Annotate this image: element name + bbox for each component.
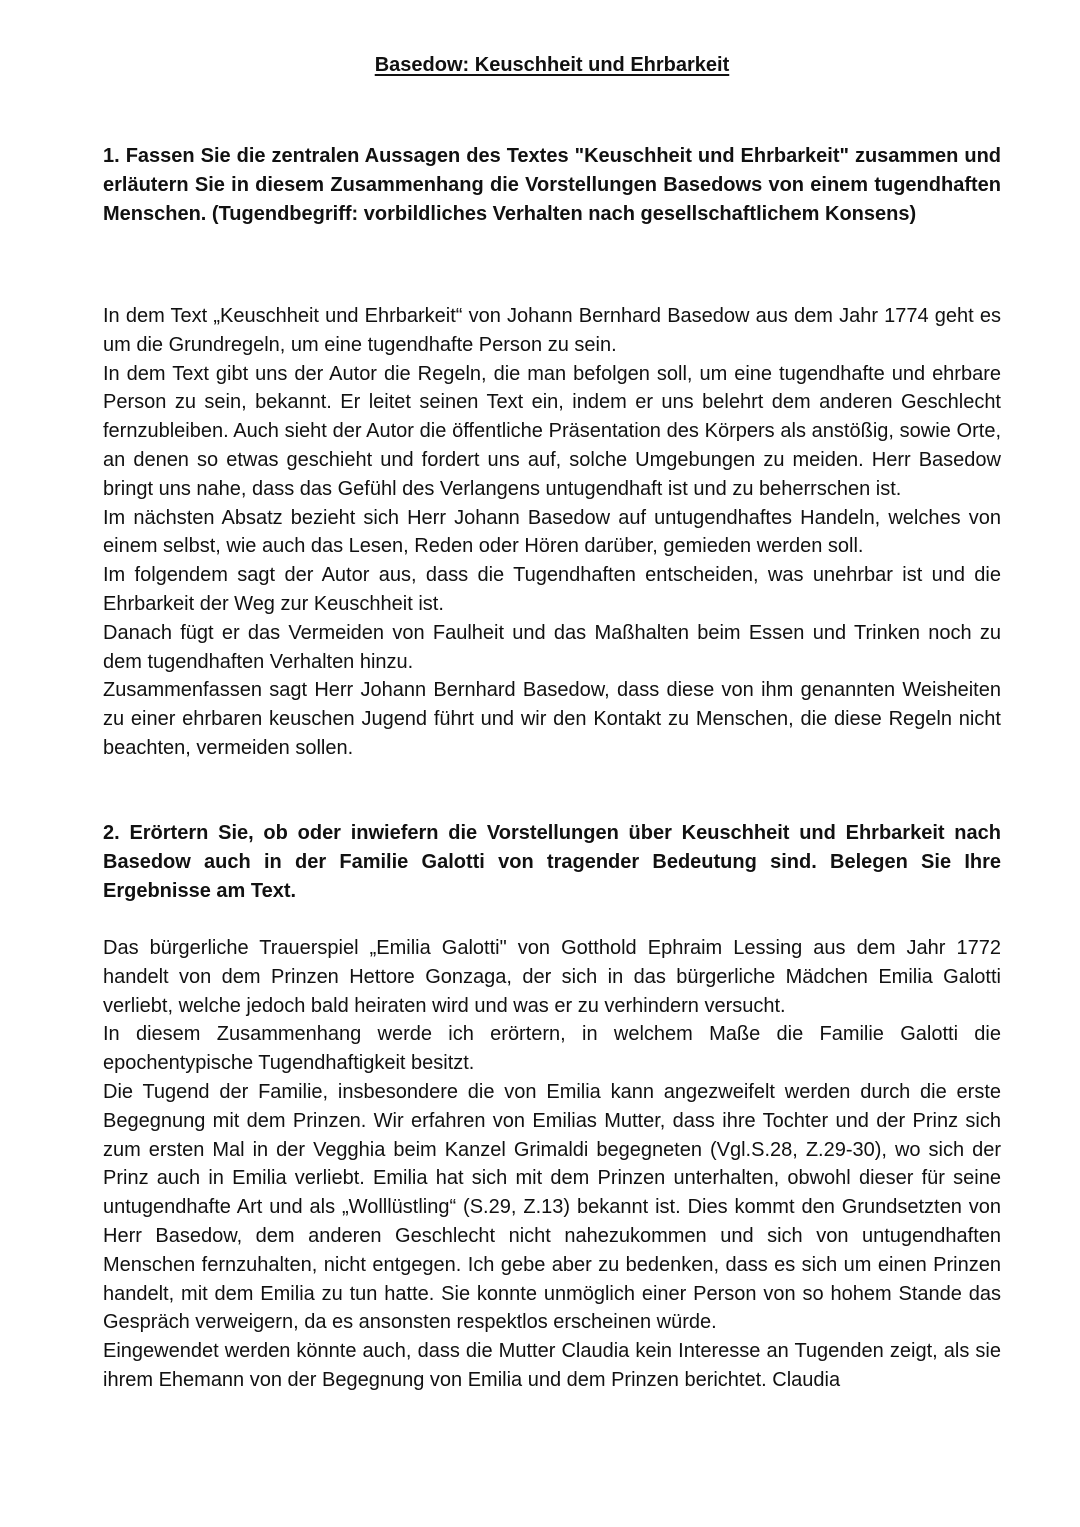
answer-1 (103, 302, 1001, 763)
answer-2-paragraph: Die Tugend der Familie, insbesondere die von Emilia kann angezweifelt werden durch die erste Begegnung mit dem Prinzen. Wir erfahren von Emilias Mutter, dass ihre Tochter und der Prinz sich zum ersten Mal in der Vegghia beim Kanzel Grimaldi begegneten (Vgl.S.28, Z.29-30), wo sich der Prinz auch in Emilia verliebt. Emilia hat sich mit dem Prinzen unterhalten, obwohl dieser für seine untugendhafte Art und als „Wolllüstling“ (S.29, Z.13) bekannt ist. Dies kommt den Grundsetzten von Herr Basedow, dem anderen Geschlecht nicht nahezukommen und sich von untugendhaften Menschen fernzuhalten, nicht entgegen. Ich gebe aber zu bedenken, dass es sich um einen Prinzen handelt, mit dem Emilia zu tun hatte. Sie konnte unmöglich einer Person von so hohem Stande das Gespräch verweigern, da es ansonsten respektlos erscheinen würde. (103, 1080, 1001, 1334)
answer-1-paragraph: Zusammenfassen sagt Herr Johann Bernhard Basedow, dass diese von ihm genannten Weisheiten zu einer ehrbaren keuschen Jugend führt und wir den Kontakt zu Menschen, die diese Regeln nicht beachten, vermeiden sollen. (103, 679, 1001, 759)
answer-1-paragraph: Im nächsten Absatz bezieht sich Herr Johann Basedow auf untugendhaftes Handeln, welches von einem selbst, wie auch das Lesen, Reden oder Hören darüber, gemieden werden soll. (103, 506, 1001, 558)
question-2: 2. Erörtern Sie, ob oder inwiefern die Vorstellungen über Keuschheit und Ehrbarkeit nach Basedow auch in der Familie Galotti von tragender Bedeutung sind. Belegen Sie Ihre Ergebnisse am Text. (103, 822, 1001, 902)
answer-2 (103, 934, 1001, 1395)
answer-2-paragraph: In diesem Zusammenhang werde ich erörtern, in welchem Maße die Familie Galotti die epochentypische Tugendhaftigkeit besitzt. (103, 1023, 1001, 1075)
answer-2-paragraph: Das bürgerliche Trauerspiel „Emilia Galotti" von Gotthold Ephraim Lessing aus dem Jahr 1772 handelt von dem Prinzen Hettore Gonzaga, der sich in das bürgerliche Mädchen Emilia Galotti verliebt, welche jedoch bald heiraten wird und was er zu verhindern versucht. (103, 937, 1001, 1017)
answer-2-paragraph: Eingewendet werden könnte auch, dass die Mutter Claudia kein Interesse an Tugenden zeigt, als sie ihrem Ehemann von der Begegnung von Emilia und dem Prinzen berichtet. Claudia (103, 1340, 1001, 1391)
answer-1-paragraph: In dem Text „Keuschheit und Ehrbarkeit“ von Johann Bernhard Basedow aus dem Jahr 1774 geht es um die Grundregeln, um eine tugendhafte Person zu sein. (103, 305, 1001, 356)
answer-1-paragraph: In dem Text gibt uns der Autor die Regeln, die man befolgen soll, um eine tugendhafte und ehrbare Person zu sein, bekannt. Er leitet seinen Text ein, indem er uns belehrt dem anderen Geschlecht fernzubleiben. Auch sieht der Autor die öffentliche Präsentation des Körpers als anstößig, sowie Orte, an denen so etwas geschieht und fordert uns auf, solche Umgebungen zu meiden. Herr Basedow bringt uns nahe, dass das Gefühl des Verlangens untugendhaft ist und zu beherrschen ist. (103, 362, 1001, 500)
document-title: Basedow: Keuschheit und Ehrbarkeit (374, 54, 730, 76)
answer-1-paragraph: Im folgendem sagt der Autor aus, dass die Tugendhaften entscheiden, was unehrbar ist und die Ehrbarkeit der Weg zur Keuschheit ist. (103, 564, 1001, 615)
answer-1-paragraph: Danach fügt er das Vermeiden von Faulheit und das Maßhalten beim Essen und Trinken noch zu dem tugendhaften Verhalten hinzu. (103, 621, 1001, 673)
question-1: 1. Fassen Sie die zentralen Aussagen des Textes "Keuschheit und Ehrbarkeit" zusammen und erläutern Sie in diesem Zusammenhang die Vorstellungen Basedows von einem tugendhaften Menschen. (Tugendbegriff: vorbildliches Verhalten nach gesellschaftlichem Konsens) (103, 145, 1001, 225)
